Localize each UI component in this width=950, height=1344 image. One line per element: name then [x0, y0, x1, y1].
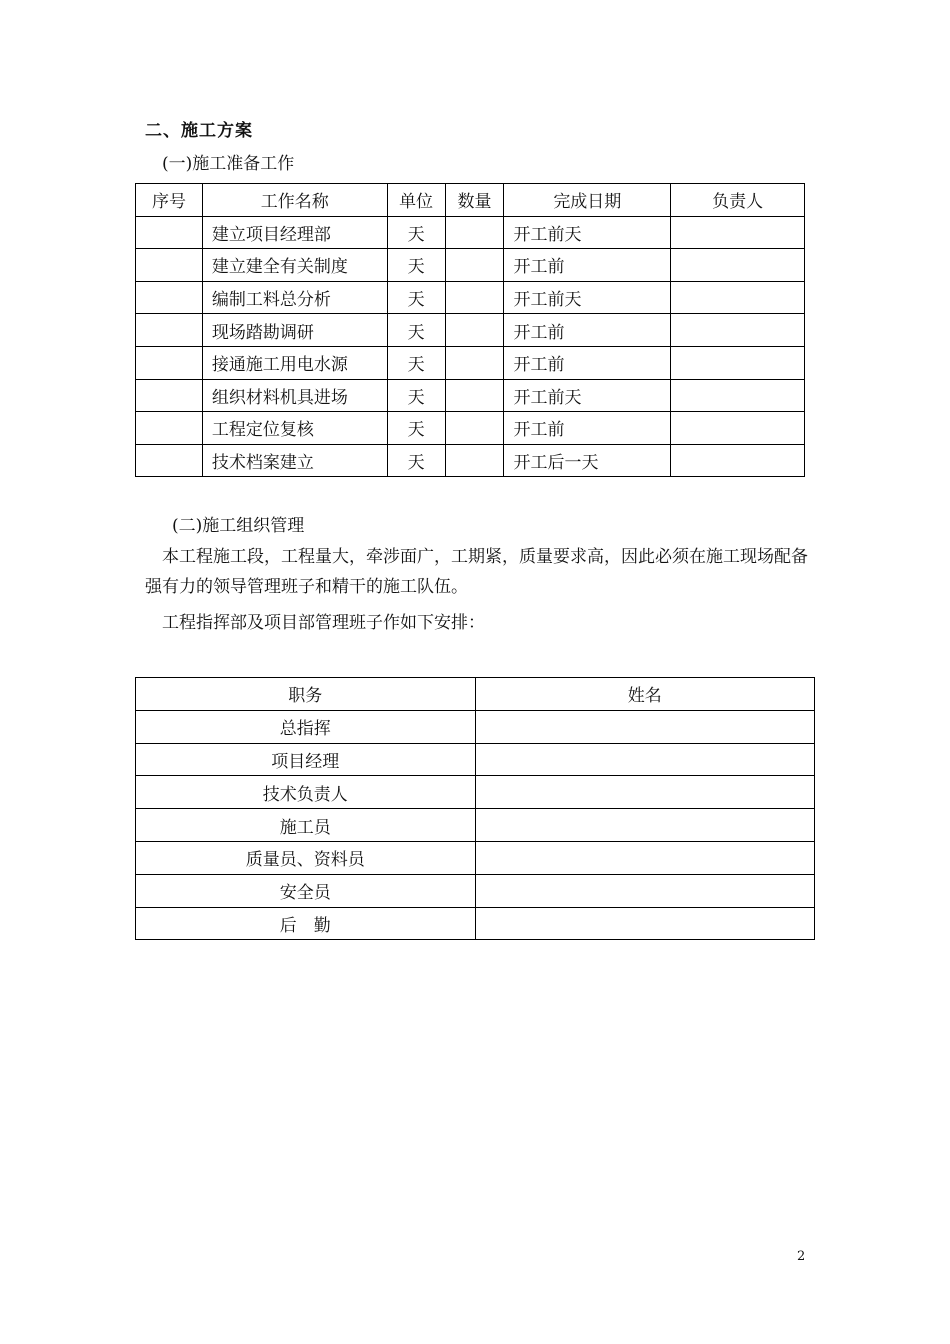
table-row — [136, 281, 805, 314]
cell-seq — [136, 444, 203, 477]
header-role: 职务 — [136, 678, 476, 711]
cell-seq — [136, 379, 203, 412]
table-row — [136, 379, 805, 412]
table-row — [136, 874, 815, 907]
table-row — [136, 249, 805, 282]
cell-role: 技术负责人 — [136, 776, 476, 809]
cell-seq — [136, 412, 203, 445]
cell-name — [475, 776, 815, 809]
table-header-row — [136, 184, 805, 217]
cell-name — [475, 841, 815, 874]
cell-completion-date: 开工前天 — [504, 216, 671, 249]
cell-quantity — [445, 314, 504, 347]
cell-work-name: 现场踏勘调研 — [202, 314, 387, 347]
table-row — [136, 444, 805, 477]
header-name: 姓名 — [475, 678, 815, 711]
cell-role: 项目经理 — [136, 743, 476, 776]
cell-work-name: 编制工料总分析 — [202, 281, 387, 314]
header-quantity: 数量 — [445, 184, 504, 217]
subsection-title-organization: (二)施工组织管理 — [172, 516, 305, 536]
header-work-name: 工作名称 — [202, 184, 387, 217]
table-row — [136, 412, 805, 445]
table-header-row — [136, 678, 815, 711]
table-row — [136, 346, 805, 379]
cell-completion-date: 开工前 — [504, 346, 671, 379]
cell-seq — [136, 281, 203, 314]
page-number: 2 — [797, 1249, 806, 1264]
cell-owner — [671, 346, 805, 379]
table-row — [136, 776, 815, 809]
table-row — [136, 216, 805, 249]
cell-unit: 天 — [387, 379, 445, 412]
cell-work-name: 工程定位复核 — [202, 412, 387, 445]
cell-owner — [671, 281, 805, 314]
cell-unit: 天 — [387, 281, 445, 314]
management-team-table — [135, 677, 815, 940]
cell-quantity — [445, 346, 504, 379]
table-row — [136, 841, 815, 874]
paragraph-arrangement: 工程指挥部及项目部管理班子作如下安排： — [162, 613, 485, 633]
cell-role: 总指挥 — [136, 710, 476, 743]
cell-seq — [136, 216, 203, 249]
header-completion-date: 完成日期 — [504, 184, 671, 217]
table-row — [136, 710, 815, 743]
cell-quantity — [445, 249, 504, 282]
cell-role: 质量员、资料员 — [136, 841, 476, 874]
cell-role: 后 勤 — [136, 907, 476, 940]
cell-name — [475, 874, 815, 907]
cell-work-name: 接通施工用电水源 — [202, 346, 387, 379]
cell-completion-date: 开工前 — [504, 314, 671, 347]
cell-name — [475, 710, 815, 743]
cell-role: 施工员 — [136, 809, 476, 842]
cell-quantity — [445, 444, 504, 477]
section-heading: 二、施工方案 — [145, 121, 253, 141]
preparation-work-table — [135, 183, 805, 477]
cell-owner — [671, 216, 805, 249]
cell-role: 安全员 — [136, 874, 476, 907]
cell-completion-date: 开工前天 — [504, 379, 671, 412]
cell-quantity — [445, 379, 504, 412]
cell-completion-date: 开工后一天 — [504, 444, 671, 477]
cell-quantity — [445, 412, 504, 445]
subsection-title-preparation: (一)施工准备工作 — [162, 154, 295, 174]
paragraph-organization: 本工程施工段，工程量大，牵涉面广，工期紧，质量要求高，因此必须在施工现场配备强有力的领导管理班子和精干的施工队伍。 — [145, 547, 808, 597]
table-row — [136, 314, 805, 347]
cell-quantity — [445, 281, 504, 314]
cell-name — [475, 907, 815, 940]
cell-owner — [671, 379, 805, 412]
cell-unit: 天 — [387, 249, 445, 282]
cell-unit: 天 — [387, 314, 445, 347]
cell-owner — [671, 249, 805, 282]
cell-unit: 天 — [387, 216, 445, 249]
header-unit: 单位 — [387, 184, 445, 217]
table-row — [136, 809, 815, 842]
cell-unit: 天 — [387, 444, 445, 477]
header-seq: 序号 — [136, 184, 203, 217]
cell-work-name: 组织材料机具进场 — [202, 379, 387, 412]
cell-work-name: 技术档案建立 — [202, 444, 387, 477]
cell-owner — [671, 314, 805, 347]
cell-seq — [136, 249, 203, 282]
cell-owner — [671, 412, 805, 445]
cell-name — [475, 809, 815, 842]
cell-completion-date: 开工前 — [504, 412, 671, 445]
cell-completion-date: 开工前 — [504, 249, 671, 282]
cell-seq — [136, 314, 203, 347]
table-row — [136, 907, 815, 940]
cell-completion-date: 开工前天 — [504, 281, 671, 314]
cell-work-name: 建立项目经理部 — [202, 216, 387, 249]
header-owner: 负责人 — [671, 184, 805, 217]
cell-work-name: 建立建全有关制度 — [202, 249, 387, 282]
table-row — [136, 743, 815, 776]
cell-seq — [136, 346, 203, 379]
cell-quantity — [445, 216, 504, 249]
cell-unit: 天 — [387, 346, 445, 379]
cell-unit: 天 — [387, 412, 445, 445]
cell-name — [475, 743, 815, 776]
cell-owner — [671, 444, 805, 477]
